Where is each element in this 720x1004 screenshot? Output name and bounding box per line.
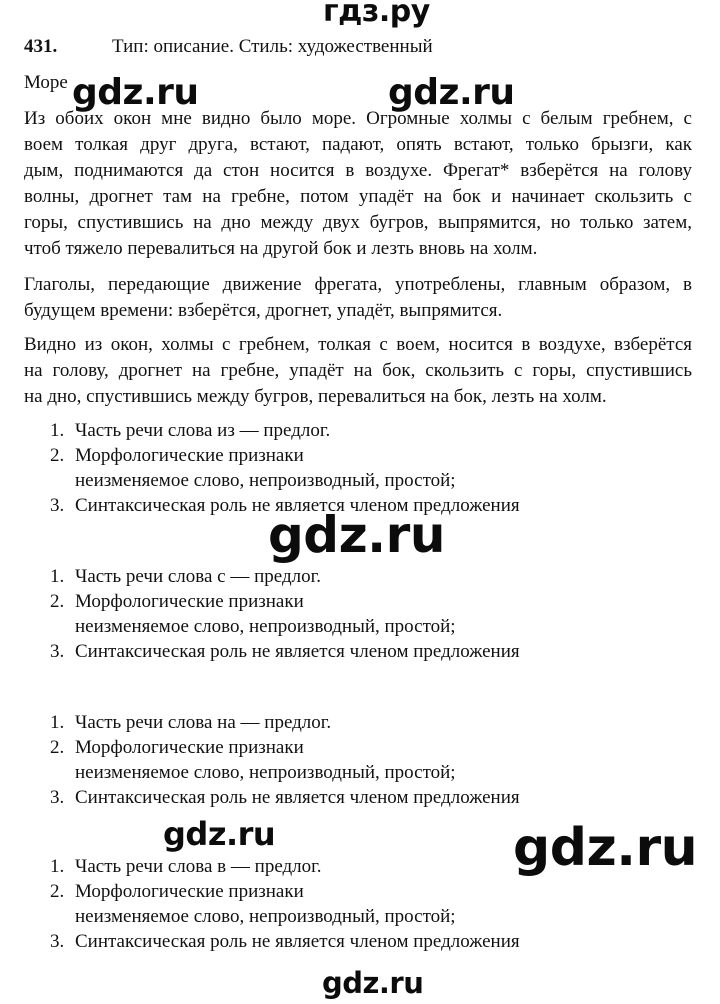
- list-text: Синтаксическая роль не является членом предложения: [75, 495, 520, 516]
- list-text: Синтаксическая роль не является членом предложения: [75, 931, 520, 952]
- site-logo-watermark: гдз.ру: [323, 0, 430, 29]
- list-number: 3.: [50, 495, 65, 516]
- paragraph-line: Из обоих окон мне видно было море. Огромные холмы с белым гребнем, с: [24, 108, 692, 129]
- list-number: 2.: [50, 445, 65, 466]
- list-text: Часть речи слова в — предлог.: [75, 856, 322, 877]
- list-text: неизменяемое слово, непроизводный, простой;: [75, 906, 456, 927]
- paragraph-line: дым, поднимаются да стон носится в воздухе. Фрегат* взберётся на голову: [24, 160, 692, 181]
- paragraph-line: горы, спустившись на дно между двух бугров, выпрямится, но только затем,: [24, 212, 692, 233]
- task-type: Тип: описание. Стиль: художественный: [112, 36, 433, 57]
- list-text: неизменяемое слово, непроизводный, простой;: [75, 762, 456, 783]
- list-number: 1.: [50, 420, 65, 441]
- list-text: Часть речи слова с — предлог.: [75, 566, 322, 587]
- paragraph-line: Глаголы, передающие движение фрегата, употреблены, главным образом, в: [24, 274, 692, 295]
- list-number: 1.: [50, 856, 65, 877]
- list-number: 2.: [50, 737, 65, 758]
- list-text: Часть речи слова на — предлог.: [75, 712, 332, 733]
- watermark: gdz.ru: [163, 815, 276, 853]
- watermark: gdz.ru: [513, 818, 698, 878]
- list-number: 1.: [50, 712, 65, 733]
- paragraph-line: будущем времени: взберётся, дрогнет, упадёт, выпрямится.: [24, 300, 503, 321]
- paragraph-line: волны, дрогнет там на гребне, потом упадёт на бок и начинает скользить с: [24, 186, 692, 207]
- paragraph-line: на дно, спустившись между бугров, перевалиться на бок, лезть на холм.: [24, 386, 607, 407]
- list-number: 1.: [50, 566, 65, 587]
- paragraph-line: чтоб тяжело перевалиться на другой бок и лезть вновь на холм.: [24, 238, 538, 259]
- list-text: Морфологические признаки: [75, 591, 304, 612]
- paragraph-line: Видно из окон, холмы с гребнем, толкая с воем, носится в воздухе, взберётся: [24, 334, 692, 355]
- task-number: 431.: [24, 36, 58, 57]
- watermark: gdz.ru: [322, 966, 424, 1000]
- list-text: Синтаксическая роль не является членом предложения: [75, 787, 520, 808]
- list-number: 2.: [50, 881, 65, 902]
- text-title: Море: [24, 72, 68, 93]
- list-text: Морфологические признаки: [75, 445, 304, 466]
- watermark: gdz.ru: [72, 72, 199, 113]
- watermark: gdz.ru: [388, 72, 515, 113]
- paragraph-line: воем толкая друг друга, встают, падают, опять встают, только брызги, как: [24, 134, 692, 155]
- list-number: 3.: [50, 641, 65, 662]
- list-text: неизменяемое слово, непроизводный, простой;: [75, 616, 456, 637]
- list-text: Морфологические признаки: [75, 881, 304, 902]
- list-text: Синтаксическая роль не является членом предложения: [75, 641, 520, 662]
- list-number: 3.: [50, 931, 65, 952]
- list-text: Морфологические признаки: [75, 737, 304, 758]
- list-text: Часть речи слова из — предлог.: [75, 420, 331, 441]
- list-text: неизменяемое слово, непроизводный, простой;: [75, 470, 456, 491]
- paragraph-line: на голову, дрогнет на гребне, упадёт на бок, скользить с горы, спустившись: [24, 360, 692, 381]
- list-number: 2.: [50, 591, 65, 612]
- list-number: 3.: [50, 787, 65, 808]
- watermark: gdz.ru: [268, 506, 445, 564]
